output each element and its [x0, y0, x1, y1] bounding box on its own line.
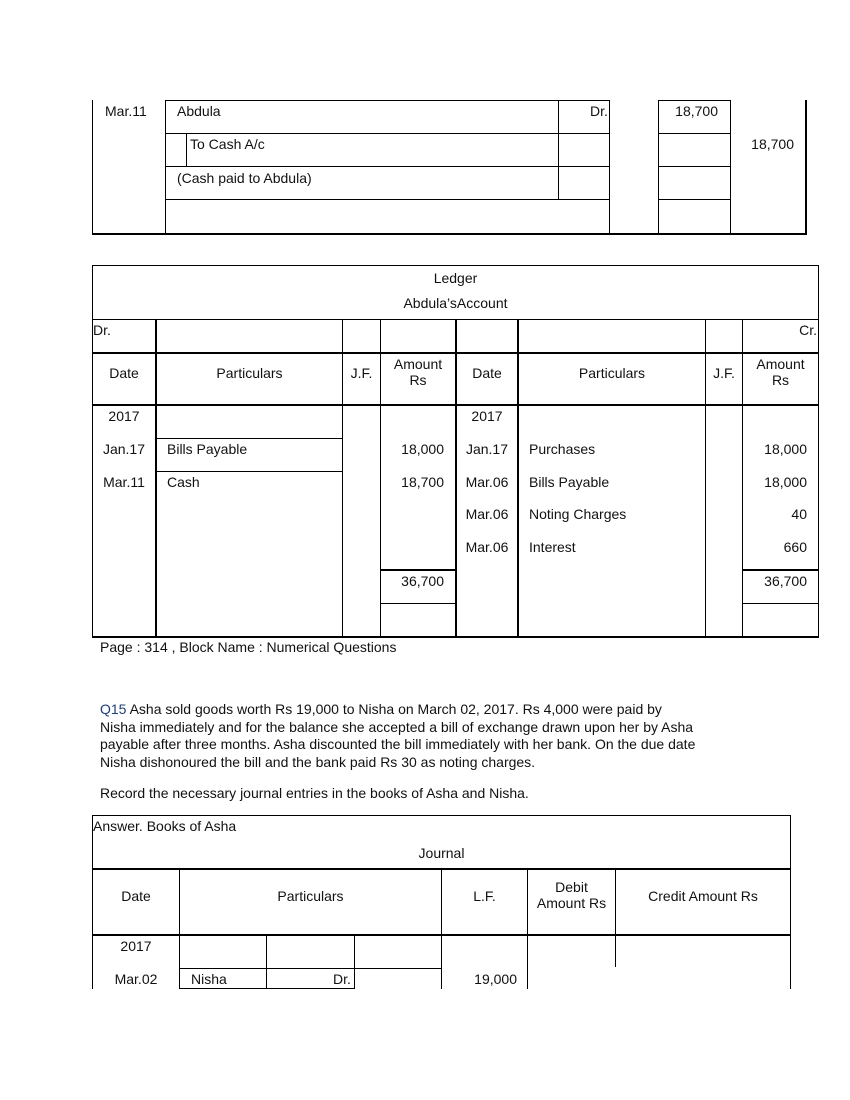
- dr-row-particulars: Cash: [167, 474, 200, 490]
- dr-row-date: Mar.11: [103, 474, 145, 490]
- journal-header-lf: L.F.: [473, 888, 496, 904]
- cr-row-amount: 18,000: [764, 441, 807, 457]
- cr-row-date: Mar.06: [465, 506, 509, 522]
- header-jf-dr: J.F.: [350, 365, 373, 381]
- header-amount-dr: Amount Rs: [393, 356, 443, 388]
- cr-row-amount: 18,000: [764, 474, 807, 490]
- cr-row-particulars: Noting Charges: [529, 506, 627, 522]
- page-info: Page : 314 , Block Name : Numerical Questions: [100, 639, 397, 655]
- dr-label: Dr.: [590, 103, 608, 119]
- dr-row-amount: 18,700: [401, 474, 444, 490]
- question-instruction: Record the necessary journal entries in the books of Asha and Nisha.: [100, 785, 529, 801]
- journal-row-account: Nisha: [191, 971, 227, 987]
- debit-amount: 18,700: [675, 103, 718, 119]
- question-line: payable after three months. Asha discounted the bill immediately with her bank. On the due date: [100, 736, 696, 752]
- dr-row-particulars: Bills Payable: [167, 441, 248, 457]
- cr-row-particulars: Purchases: [529, 441, 596, 457]
- dr-row-date: Jan.17: [102, 441, 146, 457]
- question-number: Q15: [100, 701, 127, 717]
- dr-side-label: Dr.: [93, 322, 111, 338]
- cr-side-label: Cr.: [799, 322, 817, 338]
- journal-row-amount: 19,000: [474, 971, 517, 987]
- question-line: Nisha dishonoured the bill and the bank paid Rs 30 as noting charges.: [100, 753, 536, 770]
- header-amount-cr: Amount Rs: [756, 356, 805, 388]
- cr-row-amount: 660: [783, 539, 807, 555]
- cr-row-particulars: Bills Payable: [529, 474, 610, 490]
- answer-label: Answer. Books of Asha: [93, 818, 237, 834]
- header-particulars-cr: Particulars: [578, 365, 646, 381]
- cr-row-date: Jan.17: [465, 441, 509, 457]
- cr-year: 2017: [471, 408, 503, 424]
- journal-year: 2017: [120, 938, 152, 954]
- credit-amount: 18,700: [751, 136, 794, 152]
- journal-date: Mar.11: [105, 103, 147, 119]
- header-jf-cr: J.F.: [713, 365, 735, 381]
- cr-row-particulars: Interest: [529, 539, 576, 555]
- cr-total: 36,700: [764, 573, 807, 589]
- debit-account: Abdula: [177, 103, 221, 119]
- journal-title: Journal: [418, 845, 465, 861]
- journal-header-particulars: Particulars: [277, 888, 344, 904]
- header-date-cr: Date: [472, 365, 502, 381]
- question-text: [100, 701, 760, 771]
- dr-year: 2017: [108, 408, 140, 424]
- question-line: Nisha immediately and for the balance she accepted a bill of exchange drawn upon her by Asha: [100, 718, 694, 735]
- question-line: Asha sold goods worth Rs 19,000 to Nisha on March 02, 2017. Rs 4,000 were paid by: [126, 701, 662, 717]
- dr-total: 36,700: [401, 573, 444, 589]
- journal-header-credit: Credit Amount Rs: [648, 888, 758, 904]
- narration: (Cash paid to Abdula): [177, 170, 312, 186]
- ledger-title: Ledger: [433, 270, 478, 286]
- header-date-dr: Date: [109, 365, 139, 381]
- credit-account: To Cash A/c: [190, 136, 265, 152]
- journal-row-dr: Dr.: [333, 971, 351, 987]
- journal-row-date: Mar.02: [114, 971, 158, 987]
- journal-header-date: Date: [121, 888, 151, 904]
- ledger-account-name: Abdula’sAccount: [403, 295, 508, 311]
- dr-row-amount: 18,000: [401, 441, 444, 457]
- cr-row-date: Mar.06: [465, 539, 509, 555]
- cr-row-amount: 40: [791, 506, 807, 522]
- header-particulars-dr: Particulars: [216, 365, 283, 381]
- journal-header-debit: Debit Amount Rs: [536, 879, 607, 911]
- cr-row-date: Mar.06: [465, 474, 509, 490]
